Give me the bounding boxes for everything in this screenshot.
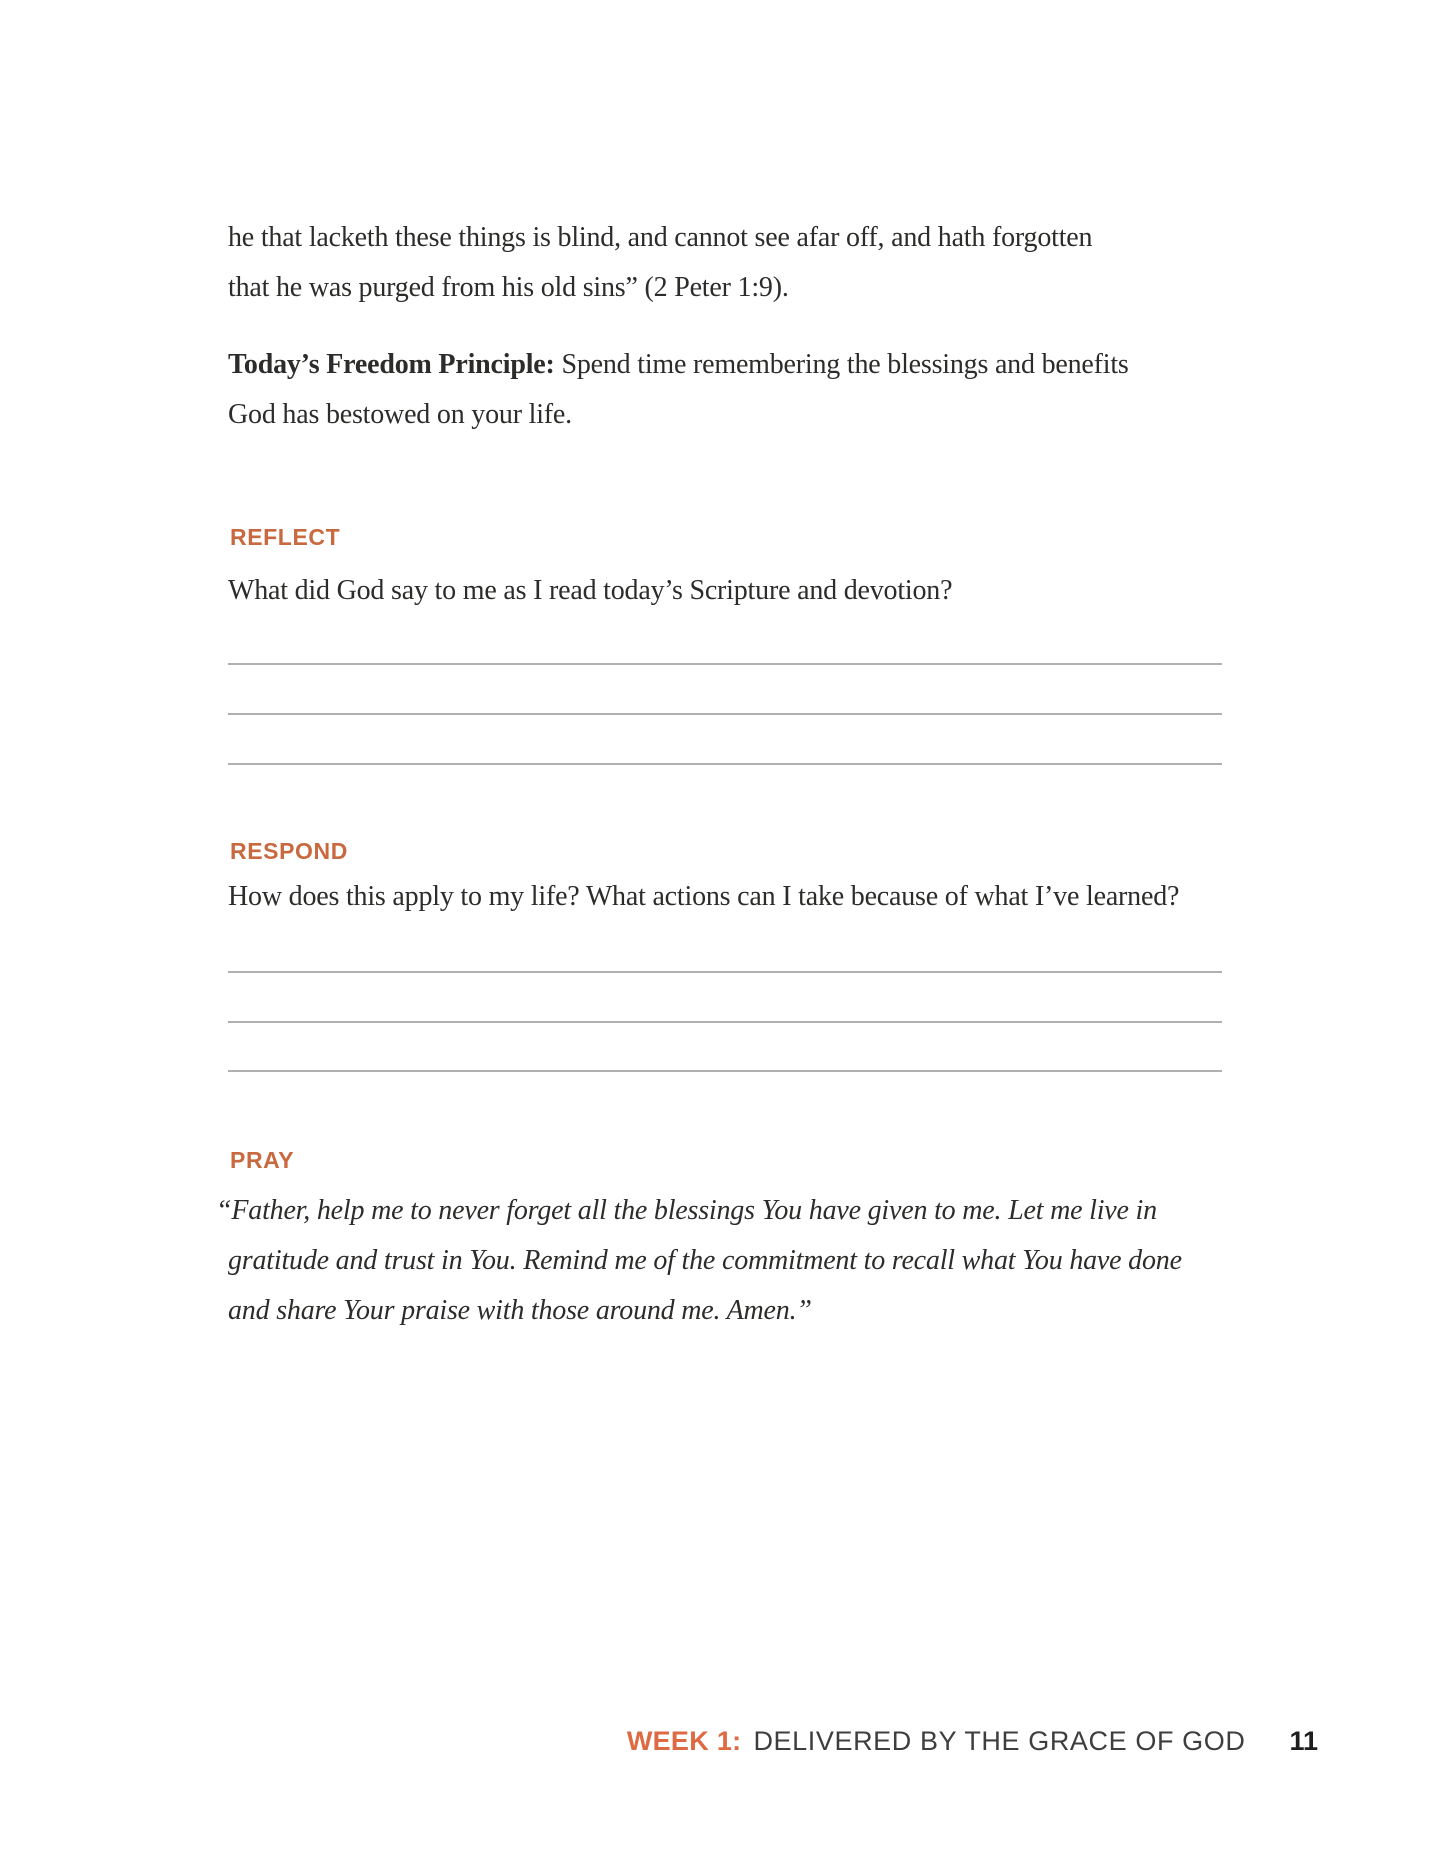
reflect-answer-line-1	[228, 663, 1222, 665]
respond-answer-line-2	[228, 1021, 1222, 1023]
pray-heading: PRAY	[230, 1147, 295, 1173]
respond-answer-line-1	[228, 971, 1222, 973]
scripture-paragraph	[228, 213, 1276, 313]
principle-text-1: Spend time remembering the blessings and benefits	[554, 349, 1129, 380]
prayer-line-1: “Father, help me to never forget all the blessings You have given to me. Let me live in	[216, 1195, 1157, 1226]
scripture-line-1: he that lacketh these things is blind, and cannot see afar off, and hath forgotten	[228, 222, 1093, 253]
footer-chapter-title: DELIVERED BY THE GRACE OF GOD	[753, 1726, 1246, 1756]
reflect-answer-line-2	[228, 713, 1222, 715]
principle-label: Today’s Freedom Principle:	[228, 349, 555, 380]
page-footer	[627, 1726, 1318, 1757]
prayer-line-2: gratitude and trust in You. Remind me of the commitment to recall what You have done	[228, 1245, 1182, 1276]
reflect-answer-line-3	[228, 763, 1222, 765]
respond-heading: RESPOND	[230, 838, 348, 864]
footer-week-label: WEEK 1:	[626, 1726, 742, 1756]
footer-page-number: 11	[1289, 1726, 1318, 1756]
reflect-question: What did God say to me as I read today’s Scripture and devotion?	[228, 575, 953, 606]
prayer-text	[216, 1186, 1276, 1336]
respond-question: How does this apply to my life? What actions can I take because of what I’ve learned?	[228, 881, 1180, 912]
scripture-line-2: that he was purged from his old sins” (2 Peter 1:9).	[228, 272, 789, 303]
respond-answer-line-3	[228, 1070, 1222, 1072]
freedom-principle-paragraph	[228, 340, 1276, 440]
reflect-heading: REFLECT	[230, 524, 341, 550]
principle-line-1	[228, 340, 1276, 390]
prayer-line-3: and share Your praise with those around me. Amen.”	[228, 1295, 812, 1326]
principle-line-2: God has bestowed on your life.	[228, 399, 572, 430]
